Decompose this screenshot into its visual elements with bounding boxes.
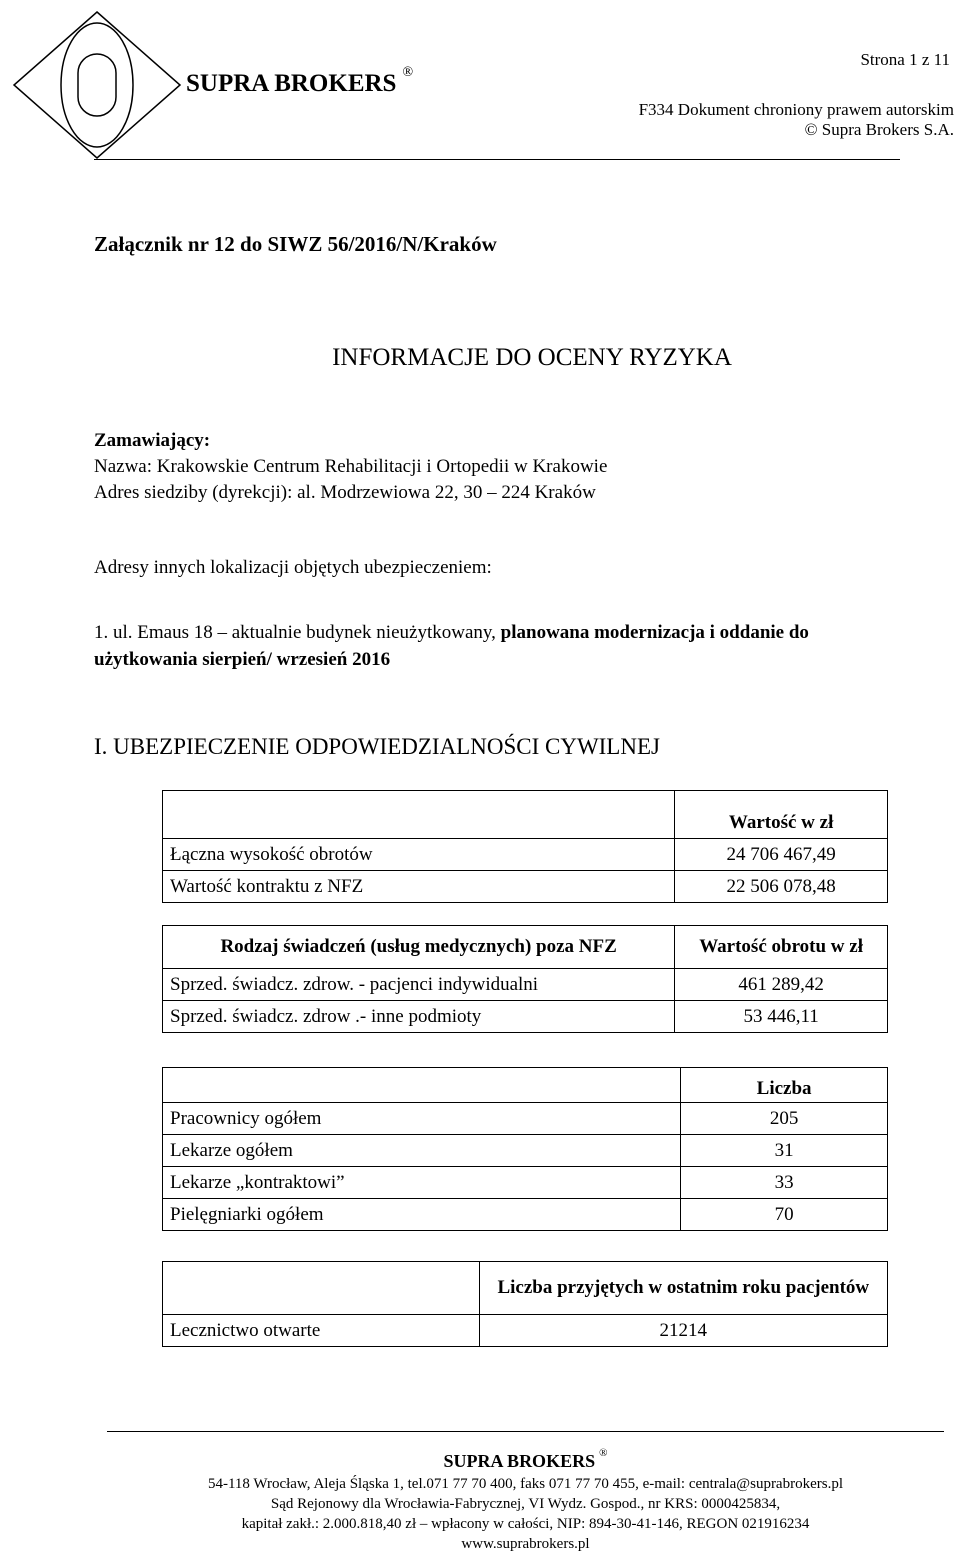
table-cell: 205 xyxy=(681,1103,888,1135)
patients-count-header: Liczba przyjętych w ostatnim roku pacjentów xyxy=(479,1262,887,1315)
table-cell: Lekarze „kontraktowi” xyxy=(163,1167,681,1199)
footer-court: Sąd Rejonowy dla Wrocławia-Fabrycznej, VI Wydz. Gospod., nr KRS: 0000425834, xyxy=(270,1496,781,1512)
client-name: Nazwa: Krakowskie Centrum Rehabilitacji i Ortopedii w Krakowie xyxy=(94,456,608,477)
location-1-plan: planowana modernizacja i oddanie do xyxy=(500,622,809,643)
table-row xyxy=(163,969,888,1001)
section-title: I. UBEZPIECZENIE ODPOWIEDZIALNOŚCI CYWILNEJ xyxy=(94,734,660,759)
location-1 xyxy=(94,622,809,644)
footer-address: 54-118 Wrocław, Aleja Śląska 1, tel.071 77 70 400, faks 071 77 70 455, e-mail: centrala@suprabrokers.pl xyxy=(207,1476,843,1492)
table-row xyxy=(163,1167,888,1199)
table-cell: 70 xyxy=(681,1199,888,1231)
copyright-notice xyxy=(639,100,954,140)
table-cell: 33 xyxy=(681,1167,888,1199)
attachment-title: Załącznik nr 12 do SIWZ 56/2016/N/Kraków xyxy=(94,232,497,256)
table-cell: 24 706 467,49 xyxy=(675,839,888,871)
location-1-text: 1. ul. Emaus 18 – aktualnie budynek nieużytkowany, xyxy=(94,622,501,643)
table-row xyxy=(163,1001,888,1033)
page-number: Strona 1 z 11 xyxy=(860,50,950,69)
table-cell xyxy=(163,791,675,839)
footer-website: www.suprabrokers.pl xyxy=(461,1536,590,1552)
services-header: Rodzaj świadczeń (usług medycznych) poza NFZ xyxy=(163,926,675,969)
table-cell: Pracownicy ogółem xyxy=(163,1103,681,1135)
table-row xyxy=(163,1315,888,1347)
table-row xyxy=(163,1068,888,1103)
patients-table xyxy=(162,1261,888,1347)
table-cell: Lecznictwo otwarte xyxy=(163,1315,480,1347)
table-row xyxy=(163,926,888,969)
client-label: Zamawiający: xyxy=(94,430,211,451)
header-brand xyxy=(186,64,414,98)
table-cell: Wartość kontraktu z NFZ xyxy=(163,871,675,903)
protected-line: F334 Dokument chroniony prawem autorskim xyxy=(638,100,954,119)
services-value-header: Wartość obrotu w zł xyxy=(675,926,888,969)
table-row xyxy=(163,791,888,839)
table-cell xyxy=(163,1068,681,1103)
table-cell: 461 289,42 xyxy=(675,969,888,1001)
footer-brand xyxy=(107,1447,944,1472)
location-1-plan-continued: użytkowania sierpień/ wrzesień 2016 xyxy=(94,649,391,670)
footer-divider xyxy=(107,1431,944,1432)
staff-table xyxy=(162,1067,888,1231)
other-locations-label: Adresy innych lokalizacji objętych ubezpieczeniem: xyxy=(94,557,492,578)
turnover-value-header: Wartość w zł xyxy=(675,791,888,839)
table-row xyxy=(163,1135,888,1167)
table-row xyxy=(163,1103,888,1135)
table-cell: Sprzed. świadcz. zdrow. - pacjenci indywidualni xyxy=(163,969,675,1001)
table-cell xyxy=(163,1262,480,1315)
table-cell: Lekarze ogółem xyxy=(163,1135,681,1167)
table-spacer-row xyxy=(163,903,888,926)
turnover-table xyxy=(162,790,888,1033)
table-row xyxy=(163,1199,888,1231)
table-cell: 31 xyxy=(681,1135,888,1167)
header-brand-name: SUPRA BROKERS xyxy=(186,70,397,97)
client-address: Adres siedziby (dyrekcji): al. Modrzewiowa 22, 30 – 224 Kraków xyxy=(94,482,596,503)
table-row xyxy=(163,1262,888,1315)
table-row xyxy=(163,839,888,871)
footer-brand-name: SUPRA BROKERS xyxy=(443,1451,596,1471)
table-cell: Sprzed. świadcz. zdrow .- inne podmioty xyxy=(163,1001,675,1033)
table-cell: 21214 xyxy=(479,1315,887,1347)
header-divider xyxy=(94,159,900,160)
registered-mark: ® xyxy=(402,64,414,80)
staff-count-header: Liczba xyxy=(681,1068,888,1103)
supra-brokers-logo-icon xyxy=(12,10,182,160)
table-row xyxy=(163,871,888,903)
table-cell: Łączna wysokość obrotów xyxy=(163,839,675,871)
table-cell: Pielęgniarki ogółem xyxy=(163,1199,681,1231)
table-cell: 53 446,11 xyxy=(675,1001,888,1033)
footer-registered-mark: ® xyxy=(599,1447,608,1459)
footer-capital: kapitał zakł.: 2.000.818,40 zł – wpłacony w całości, NIP: 894-30-41-146, REGON 021916234 xyxy=(241,1516,810,1532)
table-cell: 22 506 078,48 xyxy=(675,871,888,903)
page-title: INFORMACJE DO OCENY RYZYKA xyxy=(332,344,732,371)
copyright-line: © Supra Brokers S.A. xyxy=(804,120,954,139)
